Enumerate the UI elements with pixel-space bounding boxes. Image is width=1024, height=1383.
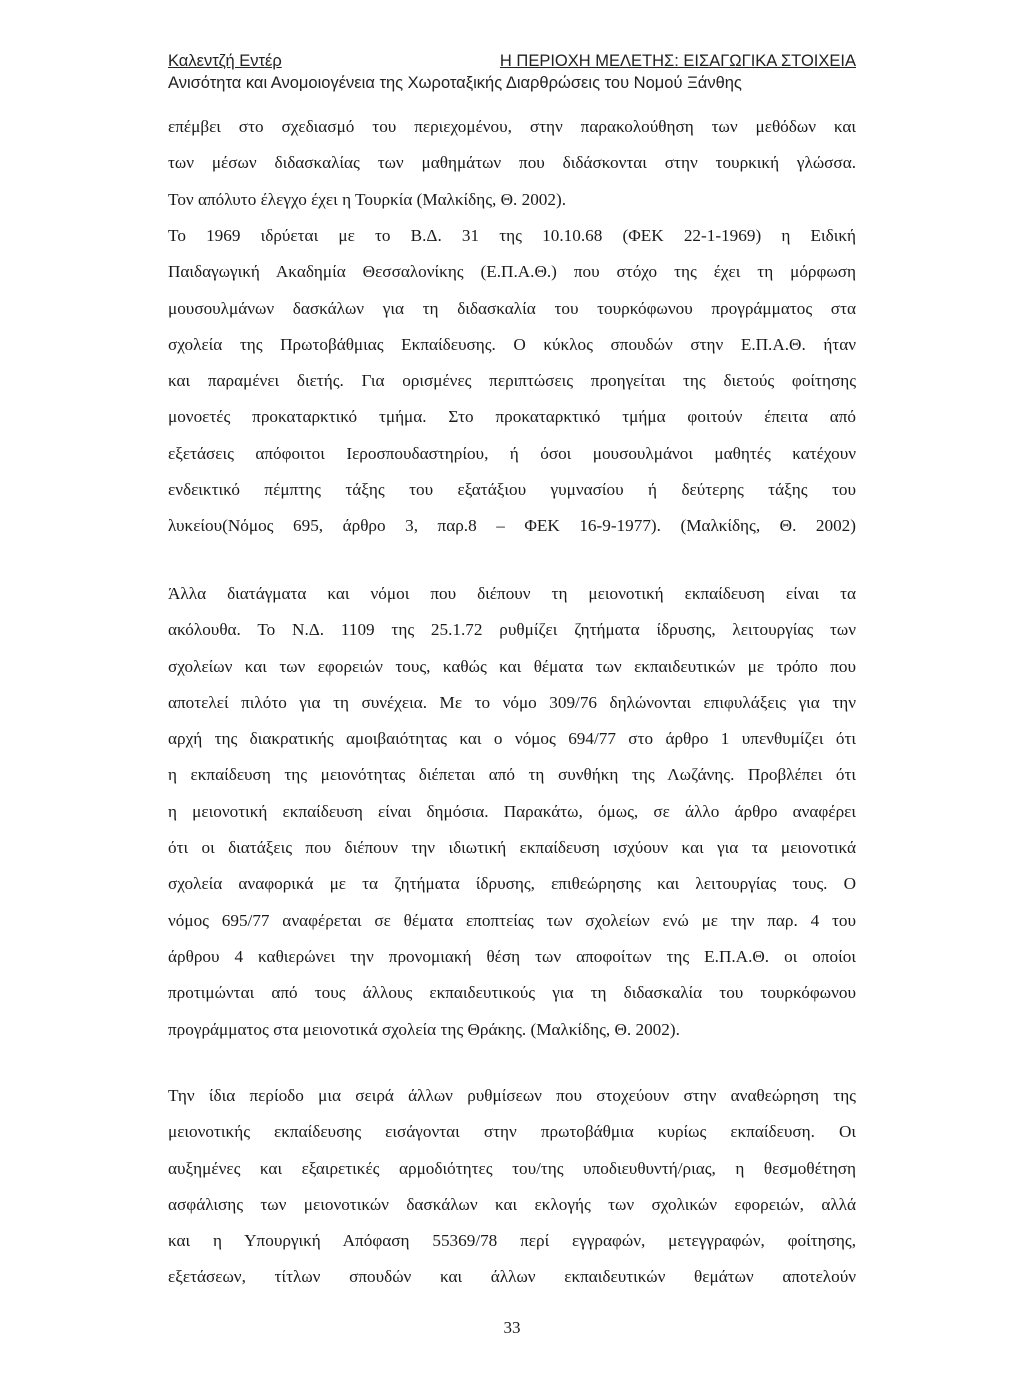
header-top-row bbox=[168, 50, 856, 72]
header-subtitle: Ανισότητα και Ανομοιογένεια της Χωροταξικής Διαρθρώσεις του Νομού Ξάνθης bbox=[168, 74, 742, 92]
text-line: Άλλα διατάγματα και νόμοι που διέπουν τη μειονοτική εκπαίδευση είναι τα bbox=[168, 584, 856, 603]
text-line: νόμος 695/77 αναφέρεται σε θέματα εποπτείας των σχολείων ενώ με την παρ. 4 του bbox=[168, 910, 856, 930]
text-line: Τον απόλυτο έλεγχο έχει η Τουρκία (Μαλκίδης, Θ. 2002). bbox=[168, 189, 566, 209]
text-line: μουσουλμάνων δασκάλων για τη διδασκαλία του τουρκόφωνου προγράμματος στα bbox=[168, 298, 856, 318]
text-line: προγράμματος στα μειονοτικά σχολεία της Θράκης. (Μαλκίδης, Θ. 2002). bbox=[168, 1019, 680, 1039]
paragraph-3 bbox=[168, 576, 856, 1048]
text-line: σχολείων και των εφορειών τους, καθώς και θέματα των εκπαιδευτικών με τρόπο που bbox=[168, 656, 856, 676]
text-line: εξετάσεων, τίτλων σπουδών και άλλων εκπαιδευτικών θεμάτων αποτελούν bbox=[168, 1267, 856, 1287]
running-header bbox=[168, 50, 856, 98]
text-line: αρχή της διακρατικής αμοιβαιότητας και ο νόμος 694/77 στο άρθρο 1 υπενθυμίζει ότι bbox=[168, 729, 856, 749]
text-line: Παιδαγωγική Ακαδημία Θεσσαλονίκης (Ε.Π.Α.Θ.) που στόχο της έχει τη μόρφωση bbox=[168, 262, 856, 282]
text-line: ασφάλισης των μειονοτικών δασκάλων και εκλογής των σχολικών εφορειών, αλλά bbox=[168, 1194, 856, 1214]
text-line: ενδεικτικό πέμπτης τάξης του εξατάξιου γυμνασίου ή δεύτερης τάξης του bbox=[168, 480, 856, 500]
paragraph-4 bbox=[168, 1078, 856, 1296]
header-author: Καλεντζή Εντέρ bbox=[168, 52, 282, 70]
text-line: άρθρου 4 καθιερώνει την προνομιακή θέση των αποφοίτων της Ε.Π.Α.Θ. οι οποίοι bbox=[168, 946, 856, 966]
text-line: ότι οι διατάξεις που διέπουν την ιδιωτική εκπαίδευση ισχύουν και για τα μειονοτικά bbox=[168, 838, 856, 858]
header-section-title: Η ΠΕΡΙΟΧΗ ΜΕΛΕΤΗΣ: ΕΙΣΑΓΩΓΙΚΑ ΣΤΟΙΧΕΙΑ bbox=[499, 52, 856, 70]
text-line: Το 1969 ιδρύεται με το Β.Δ. 31 της 10.10.68 (ΦΕΚ 22-1-1969) η Ειδική bbox=[168, 226, 856, 245]
text-line: των μέσων διδασκαλίας των μαθημάτων που διδάσκονται στην τουρκική γλώσσα. bbox=[168, 153, 856, 173]
text-line: και παραμένει διετής. Για ορισμένες περιπτώσεις προηγείται της διετούς φοίτησης bbox=[168, 371, 856, 391]
text-line: αποτελεί πιλότο για τη συνέχεια. Με το νόμο 309/76 δηλώνονται επιφυλάξεις για την bbox=[168, 692, 856, 712]
text-line: Την ίδια περίοδο μια σειρά άλλων ρυθμίσεων που στοχεύουν στην αναθεώρηση της bbox=[168, 1086, 856, 1105]
paragraph-2 bbox=[168, 218, 856, 545]
text-line: η εκπαίδευση της μειονότητας διέπεται από τη συνθήκη της Λωζάνης. Προβλέπει ότι bbox=[168, 765, 856, 785]
text-line: σχολεία της Πρωτοβάθμιας Εκπαίδευσης. Ο κύκλος σπουδών στην Ε.Π.Α.Θ. ήταν bbox=[168, 334, 856, 354]
text-line: λυκείου(Νόμος 695, άρθρο 3, παρ.8 – ΦΕΚ 16-9-1977). (Μαλκίδης, Θ. 2002) bbox=[168, 516, 856, 536]
text-line: η μειονοτική εκπαίδευση είναι δημόσια. Παρακάτω, όμως, σε άλλο άρθρο αναφέρει bbox=[168, 801, 856, 821]
text-line: ακόλουθα. Το Ν.Δ. 1109 της 25.1.72 ρυθμίζει ζητήματα ίδρυσης, λειτουργίας των bbox=[168, 620, 856, 640]
text-line: μειονοτικής εκπαίδευσης εισάγονται στην πρωτοβάθμια κυρίως εκπαίδευση. Οι bbox=[168, 1122, 856, 1142]
text-line: σχολεία αναφορικά με τα ζητήματα ίδρυσης, επιθεώρησης και λειτουργίας τους. Ο bbox=[168, 874, 856, 894]
paragraph-1 bbox=[168, 109, 856, 218]
text-line: μονοετές προκαταρκτικό τμήμα. Στο προκαταρκτικό τμήμα φοιτούν έπειτα από bbox=[168, 407, 856, 427]
text-line: επέμβει στο σχεδιασμό του περιεχομένου, στην παρακολούθηση των μεθόδων και bbox=[168, 117, 856, 136]
page-number: 33 bbox=[503, 1318, 521, 1337]
text-line: εξετάσεις απόφοιτοι Ιεροσπουδαστηρίου, ή όσοι μουσουλμάνοι μαθητές κατέχουν bbox=[168, 443, 856, 463]
text-line: προτιμώνται από τους άλλους εκπαιδευτικούς για τη διδασκαλία του τουρκόφωνου bbox=[168, 983, 856, 1003]
text-line: και η Υπουργική Απόφαση 55369/78 περί εγγραφών, μετεγγραφών, φοίτησης, bbox=[168, 1231, 856, 1251]
text-line: αυξημένες και εξαιρετικές αρμοδιότητες του/της υποδιευθυντή/ριας, η θεσμοθέτηση bbox=[168, 1158, 856, 1178]
